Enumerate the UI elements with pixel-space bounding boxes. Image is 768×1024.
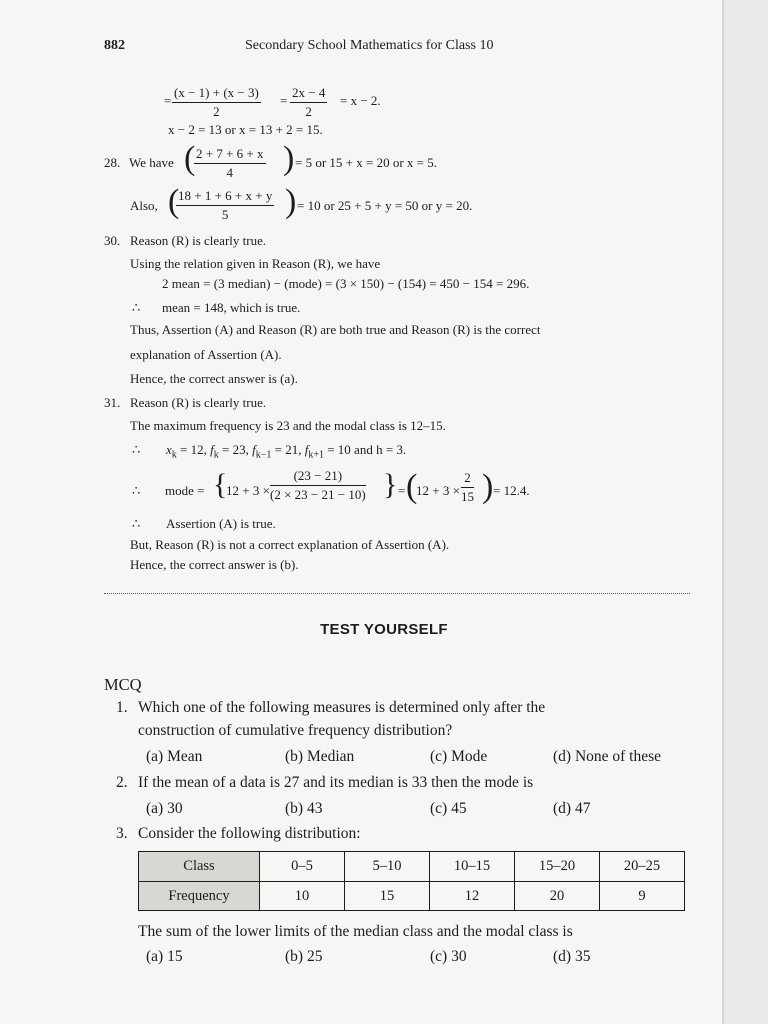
distribution-table (138, 851, 685, 911)
solution-text: Reason (R) is clearly true. (130, 395, 267, 410)
table-cell: 20–25 (600, 852, 685, 882)
table-cell: 10–15 (430, 852, 515, 882)
option-b: (b) 25 (285, 948, 323, 965)
table-cell: 20 (515, 882, 600, 911)
table-cell: 12 (430, 882, 515, 911)
table-header-cell: Frequency (139, 882, 260, 911)
solution-text: Reason (R) is clearly true. (130, 233, 267, 248)
solution-text: Using the relation given in Reason (R), we have (130, 256, 381, 271)
mode-label: mode = (165, 483, 205, 498)
therefore-symbol: ∴ (132, 442, 141, 457)
option-d: (d) 47 (553, 800, 591, 817)
table-cell: 10 (260, 882, 345, 911)
option-c: (c) 45 (430, 800, 467, 817)
fraction: $\frac{2}{15}$ (461, 470, 474, 504)
running-header: Secondary School Mathematics for Class 10 (245, 38, 494, 53)
section-label: MCQ (104, 675, 142, 694)
given-values: $x_k = 12$, $f_k = 23$, $f_{k-1} = 21$, $f_{k+1} = 10$ and h = 3. (166, 442, 407, 461)
table-cell: 15–20 (515, 852, 600, 882)
question-number: 2. (116, 774, 128, 791)
solution-text: = 10 or 25 + 5 + y = 50 or y = 20. (297, 198, 473, 213)
solution-text: The maximum frequency is 23 and the modal class is 12–15. (130, 418, 446, 433)
fraction: $\frac{2x - 4}{2}$ (292, 85, 326, 119)
solution-text: But, Reason (R) is not a correct explanation of Assertion (A). (130, 537, 450, 552)
table-cell: 9 (600, 882, 685, 911)
solution-text: 2 mean = (3 median) − (mode) = (3 × 150) − (154) = 450 − 154 = 296. (162, 276, 530, 291)
solution-text: explanation of Assertion (A). (130, 347, 282, 362)
option-a: (a) 30 (146, 800, 183, 817)
solution-text: Thus, Assertion (A) and Reason (R) are both true and Reason (R) is the correct (130, 322, 541, 337)
fraction: $\frac{(23 - 21)}{(2 \times 23 - 21 - 10)}$ (270, 468, 366, 502)
table-row (139, 882, 685, 911)
table-header-cell: Class (139, 852, 260, 882)
option-d: (d) None of these (553, 748, 662, 765)
option-d: (d) 35 (553, 948, 591, 965)
dotted-separator (104, 593, 690, 594)
solution-number: 28. (104, 155, 121, 170)
option-b: (b) 43 (285, 800, 323, 817)
solution-text: mean = 148, which is true. (162, 300, 301, 315)
question-number: 1. (116, 699, 128, 716)
question-text: Which one of the following measures is determined only after the (138, 699, 546, 716)
table-cell: 15 (345, 882, 430, 911)
option-c: (c) 30 (430, 948, 467, 965)
table-cell: 0–5 (260, 852, 345, 882)
solution-number: 30. (104, 233, 121, 248)
solution-text: Hence, the correct answer is (b). (130, 557, 299, 572)
question-text: Consider the following distribution: (138, 825, 361, 842)
solution-text: Hence, the correct answer is (a). (130, 371, 298, 386)
option-b: (b) Median (285, 748, 355, 765)
page-number: 882 (104, 38, 125, 53)
equation-line-2: x − 2 = 13 or x = 13 + 2 = 15. (168, 122, 323, 137)
table-cell: 5–10 (345, 852, 430, 882)
option-a: (a) Mean (146, 748, 203, 765)
option-c: (c) Mode (430, 748, 488, 765)
question-text: construction of cumulative frequency distribution? (138, 722, 453, 739)
table-row (139, 852, 685, 882)
therefore-symbol: ∴ (132, 300, 141, 315)
solution-number: 31. (104, 395, 121, 410)
book-page: 882 Secondary School Mathematics for Class 10 = $\frac{(x - 1) + (x - 3)}{2}$ = $\frac{2x - 4}{2}$ = x − 2. x − 2 = 13 or x = 13 + 2 = 15. 28. We have ( $\frac{2 + 7 + 6 + x}{4}$ ) = 5 or 15 + x = 20 or x = 5. Also, ( $\frac{18 + 1 + 6 + x + y}{5}$ ) = 10 or 25 + 5 + y = 50 or y = 20. 30. Reason (R) is clearly true. Using the relation given in Reason (R), we have 2 mean = (3 median) − (mode) = (3 × 150) − (154) = 450 − 154 = 296. ∴ mean = 148, which is true. Thus, Assertion (A) and Reason (R) are both true and Reason (R) is the correct explanation of Assertion (A). Hence, the correct answer is (a). 31. Reason (R) is clearly true. The maximum frequency is 23 and the modal class is 12–15. ∴ $x_k = 12$, $f_k = 23$, $f_{k-1} = 21$, $f_{k+1} = 10$ and h = 3. ∴ mode = { 12 + 3 × $\frac{(23 - 21)}{(2 \times 23 - 21 - 10)}$ } = ( 12 + 3 × $\frac{2}{15}$ ) = 12.4. ∴ Assertion (A) is true. But, Reason (R) is not a correct explanation of Assertion (A). Hence, the correct answer is (b). TEST YOURSELF MCQ 1. Which one of the following measures is determined only after the construction of cumulative frequency distribution? (a) Mean (b) Median (c) Mode (d) None of these 2. If the mean of a data is 27 and its median is 33 then the mode is (a) 30 (b) 43 (c) 45 (d) 47 3. Consider the following distribution: Class 0–5 5–10 10–15 15–20 20–25 Frequency 10 15 12 20 9 The sum of the lower limits of the median class and the modal class is (a) 15 (b) 25 (c) 30 (d) 35 (0, 0, 724, 1024)
question-text: The sum of the lower limits of the median class and the modal class is (138, 923, 573, 940)
solution-text: = 5 or 15 + x = 20 or x = 5. (295, 155, 437, 170)
solution-lead: Also, (130, 198, 158, 213)
question-number: 3. (116, 825, 128, 842)
fraction: $\frac{2 + 7 + 6 + x}{4}$ (196, 146, 264, 180)
therefore-symbol: ∴ (132, 483, 141, 498)
therefore-symbol: ∴ (132, 516, 141, 531)
section-title: TEST YOURSELF (320, 621, 448, 638)
fraction: $\frac{18 + 1 + 6 + x + y}{5}$ (178, 188, 273, 222)
question-text: If the mean of a data is 27 and its median is 33 then the mode is (138, 774, 534, 791)
solution-text: Assertion (A) is true. (166, 516, 276, 531)
solution-lead: We have (129, 155, 174, 170)
fraction: $\frac{(x - 1) + (x - 3)}{2}$ (174, 85, 259, 119)
option-a: (a) 15 (146, 948, 183, 965)
